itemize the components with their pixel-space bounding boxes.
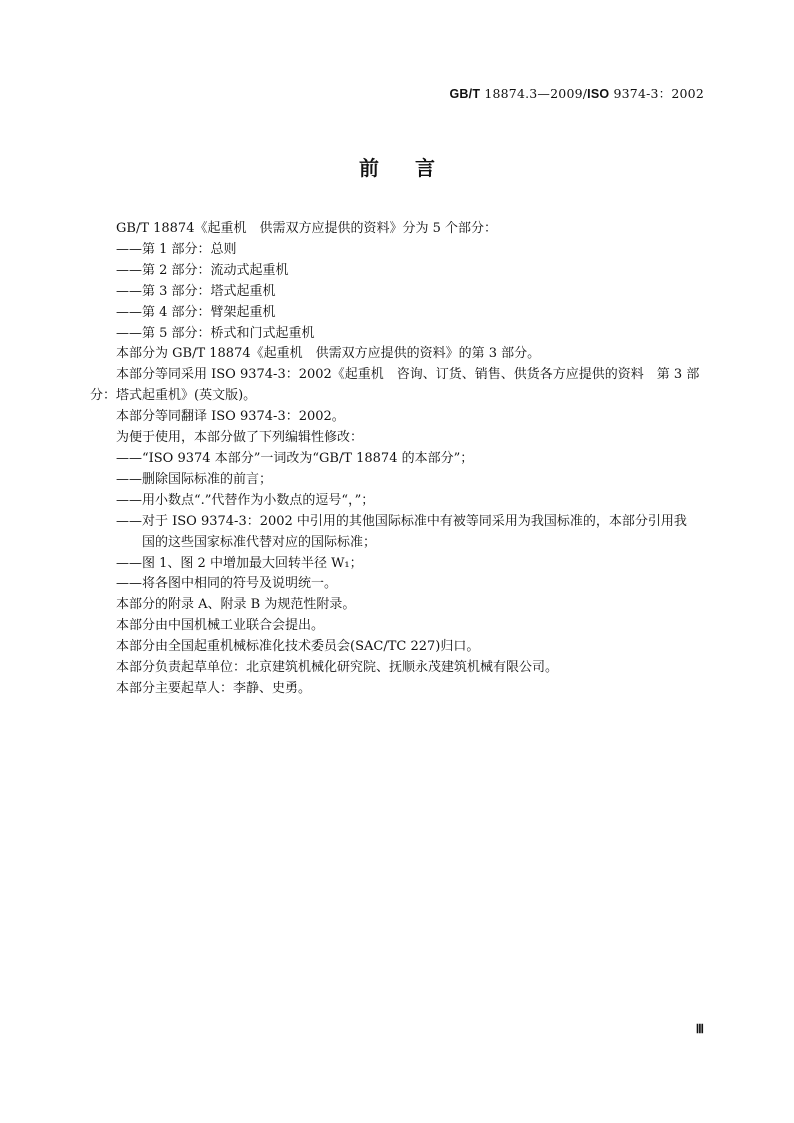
list-item: ——“ISO 9374 本部分”一词改为“GB/T 18874 的本部分”； <box>116 450 474 466</box>
list-item: ——用小数点“.”代替作为小数点的逗号“，”； <box>116 492 375 508</box>
list-item-line-1: ——对于 ISO 9374-3：2002 中引用的其他国际标准中有被等同采用为我国标准的，本部分引用我 <box>116 513 687 529</box>
page-number: Ⅲ <box>695 1022 704 1036</box>
iso-prefix: ISO <box>587 87 610 101</box>
list-item: ——第 3 部分：塔式起重机 <box>116 283 276 299</box>
list-item: ——删除国际标准的前言； <box>116 471 273 487</box>
iso-number: 9374-3：2002 <box>609 86 704 101</box>
page-title: 前言 <box>359 156 471 180</box>
paragraph-drafting-units: 本部分负责起草单位：北京建筑机械化研究院、抚顺永茂建筑机械有限公司。 <box>116 660 559 676</box>
gb-prefix: GB/T <box>449 87 481 101</box>
paragraph-annexes: 本部分的附录 A、附录 B 为规范性附录。 <box>116 597 356 613</box>
list-item: ——图 1、图 2 中增加最大回转半径 W₁； <box>116 555 363 571</box>
list-item: ——第 4 部分：臂架起重机 <box>116 304 276 320</box>
list-item: ——第 5 部分：桥式和门式起重机 <box>116 325 315 341</box>
paragraph-committee: 本部分由全国起重机械标准化技术委员会(SAC/TC 227)归口。 <box>116 639 480 655</box>
paragraph-adoption: 本部分等同采用 ISO 9374-3：2002《起重机 咨询、订货、销售、供货各方应提供的资料 第 3 部分：塔式起重机》(英文版)。 <box>90 367 700 404</box>
paragraph-translation: 本部分等同翻译 ISO 9374-3：2002。 <box>116 409 345 425</box>
list-item: ——第 1 部分：总则 <box>116 241 237 257</box>
list-item: ——第 2 部分：流动式起重机 <box>116 262 289 278</box>
gb-number: 18874.3—2009/ <box>480 86 588 101</box>
paragraph-part-statement: 本部分为 GB/T 18874《起重机 供需双方应提供的资料》的第 3 部分。 <box>116 346 541 362</box>
standard-code-header <box>450 84 705 102</box>
list-item-line-2: 国的这些国家标准代替对应的国际标准； <box>142 534 377 550</box>
paragraph-parts-intro: GB/T 18874《起重机 供需双方应提供的资料》分为 5 个部分： <box>116 221 498 236</box>
list-item: ——将各图中相同的符号及说明统一。 <box>116 576 338 592</box>
foreword-body <box>90 219 704 700</box>
paragraph-drafters: 本部分主要起草人：李静、史勇。 <box>116 680 312 696</box>
paragraph-edits-intro: 为便于使用，本部分做了下列编辑性修改： <box>116 430 364 446</box>
paragraph-proposer: 本部分由中国机械工业联合会提出。 <box>116 618 325 634</box>
list-item <box>90 512 704 554</box>
